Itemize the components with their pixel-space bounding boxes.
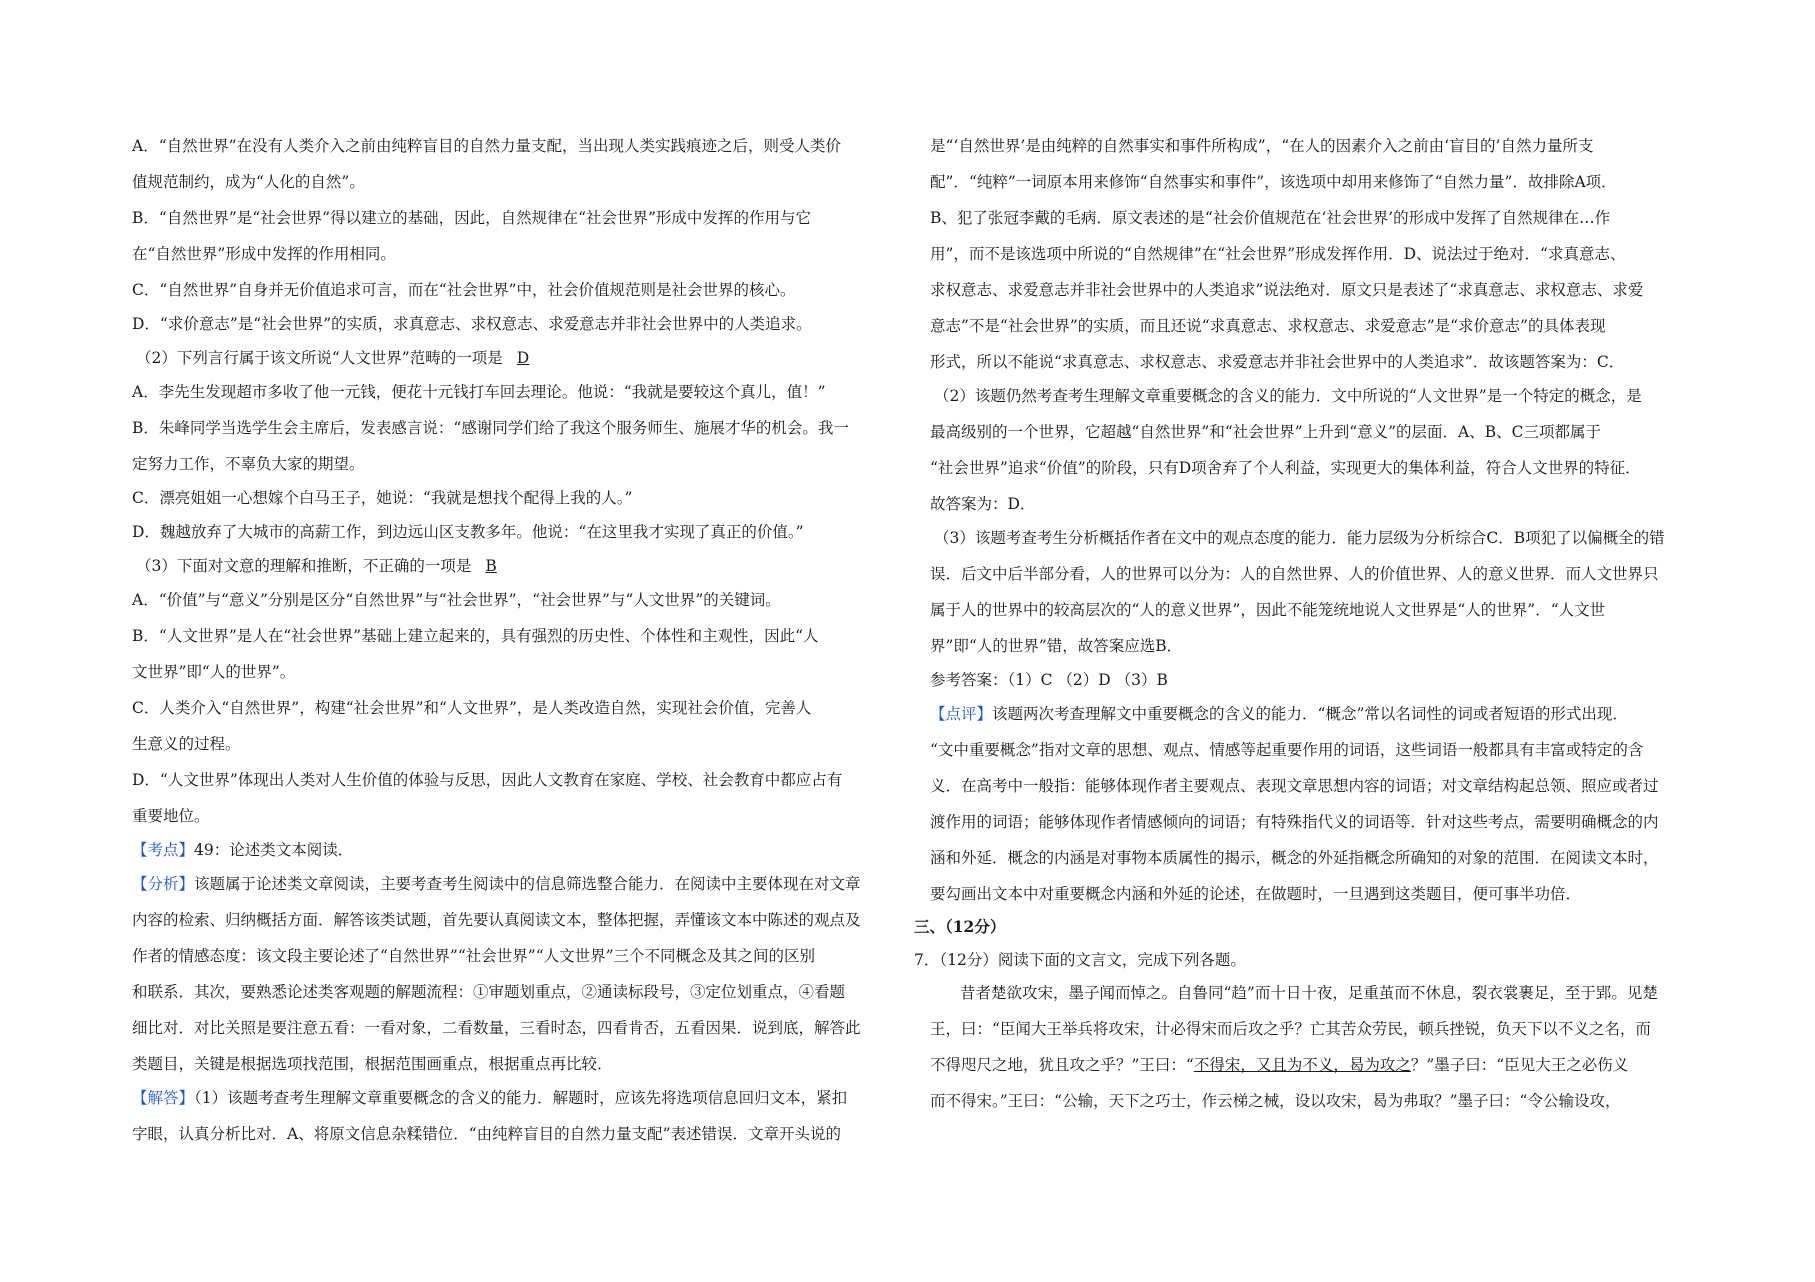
underlined-sentence: 不得宋，又且为不义，曷为攻之 <box>1193 1056 1411 1074</box>
text-segment: ？”墨子曰：“臣见大王之必伤义 <box>1410 1056 1629 1074</box>
dianping-tag: 【点评】 <box>930 705 993 723</box>
section-heading: 三、（12分） <box>914 917 1006 936</box>
text-line: 误．后文中后半部分看，人的世界可以分为：人的自然世界、人的价值世界、人的意义世界．而人文世界只 <box>930 565 1659 583</box>
text-line: 值规范制约，成为“人化的自然”。 <box>132 173 365 191</box>
text-line: 而不得宋。”王曰：“公输，天下之巧士，作云梯之械，设以攻宋，曷为弗取？”墨子曰：“令公输设攻， <box>930 1092 1621 1110</box>
text-line: 昔者楚欲攻宋，墨子闻而悼之。自鲁同“趋”而十日十夜，足重茧而不休息，裂衣裳裹足，至于郢。见楚 <box>960 984 1658 1002</box>
text-line: 义．在高考中一般指：能够体现作者主要观点、表现文章思想内容的词语；对文章结构起总领、照应或者过 <box>930 777 1659 795</box>
question-2-text: （2）下列言行属于该文所说“人文世界”范畴的一项是 <box>136 349 503 367</box>
text-line: 渡作用的词语；能够体现作者情感倾向的词语；有特殊指代义的词语等．针对这些考点，需要明确概念的内 <box>930 813 1659 831</box>
fenxi-tag: 【分析】 <box>132 875 195 893</box>
question-2-answer: D <box>516 349 530 367</box>
text-line: D．“求价意志”是“社会世界”的实质，求真意志、求权意志、求爱意志并非社会世界中的人类追求。 <box>132 315 812 333</box>
jieda-tag: 【解答】 <box>132 1089 195 1107</box>
text-line: 类题目，关键是根据选项找范围，根据范围画重点，根据重点再比较． <box>132 1055 613 1073</box>
jieda-line <box>132 1088 897 1108</box>
text-line: A．“价值”与“意义”分别是区分“自然世界”与“社会世界”，“社会世界”与“人文世界”的关键词。 <box>132 591 781 609</box>
kaodian-line <box>132 840 897 860</box>
text-line: “文中重要概念”指对文章的思想、观点、情感等起重要作用的词语，这些词语一般都具有丰富或特定的含 <box>930 741 1644 759</box>
text-line: B．朱峰同学当选学生会主席后，发表感言说：“感谢同学们给了我这个服务师生、施展才华的机会。我一 <box>132 419 849 437</box>
kaodian-text: 49：论述类文本阅读． <box>194 841 354 859</box>
text-line: 作者的情感态度：该文段主要论述了“自然世界”“社会世界”“人文世界”三个不同概念及其之间的区别 <box>132 947 816 965</box>
text-line: 字眼，认真分析比对．A、将原文信息杂糅错位．“由纯粹盲目的自然力量支配”表述错误．文章开头说的 <box>132 1125 842 1143</box>
text-line: B．“人文世界”是人在“社会世界”基础上建立起来的，具有强烈的历史性、个体性和主观性，因此“人 <box>132 627 819 645</box>
fenxi-text: 该题属于论述类文章阅读，主要考查考生阅读中的信息筛选整合能力．在阅读中主要体现在对文章 <box>194 875 861 893</box>
text-line: 和联系．其次，要熟悉论述类客观题的解题流程：①审题划重点，②通读标段号，③定位划重点，④看题 <box>132 983 846 1001</box>
text-line: C．漂亮姐姐一心想嫁个白马王子，她说：“我就是想找个配得上我的人。” <box>132 489 633 507</box>
text-line: “社会世界”追求“价值”的阶段，只有D项舍弃了个人利益，实现更大的集体利益，符合人文世界的特征． <box>930 459 1641 477</box>
text-line: 故答案为：D． <box>930 495 1036 513</box>
kaodian-tag: 【考点】 <box>132 841 195 859</box>
left-column <box>132 136 897 1160</box>
question-3-text: （3）下面对文意的理解和推断，不正确的一项是 <box>136 557 472 575</box>
text-line: 在“自然世界”形成中发挥的作用相同。 <box>132 245 396 263</box>
text-line: 涵和外延．概念的内涵是对事物本质属性的揭示，概念的外延指概念所确知的对象的范围．在阅读文本时， <box>930 849 1659 867</box>
reference-answer: 参考答案：（1）C （2）D （3）B <box>930 671 1168 689</box>
text-line: D．“人文世界”体现出人类对人生价值的体验与反思，因此人文教育在家庭、学校、社会教育中都应占有 <box>132 771 843 789</box>
text-line: 意志”不是“社会世界”的实质，而且还说“求真意志、求权意志、求爱意志”是“求价意志”的具体表现 <box>930 317 1606 335</box>
text-line: 求权意志、求爱意志并非社会世界中的人类追求”说法绝对．原文只是表述了“求真意志、求权意志、求爱 <box>930 281 1644 299</box>
text-line: 细比对．对比关照是要注意五看：一看对象，二看数量，三看时态，四看肯否，五看因果．说到底，解答此 <box>132 1019 861 1037</box>
text-line: 重要地位。 <box>132 807 210 825</box>
text-line: 形式，所以不能说“求真意志、求权意志、求爱意志并非社会世界中的人类追求”．故该题答案为：C． <box>930 353 1625 371</box>
text-line: B、犯了张冠李戴的毛病．原文表述的是“社会价值规范在‘社会世界’的形成中发挥了自然规律在…作 <box>930 209 1611 227</box>
question-2 <box>132 348 897 368</box>
text-segment: 不得咫尺之地，犹且攻之乎？”王曰：“ <box>930 1056 1194 1074</box>
text-line: C．人类介入“自然世界”，构建“社会世界”和“人文世界”，是人类改造自然，实现社会价值，完善人 <box>132 699 812 717</box>
text-line: 定努力工作，不辜负大家的期望。 <box>132 455 365 473</box>
text-line: 属于人的世界中的较高层次的“人的意义世界”，因此不能笼统地说人文世界是“人的世界”．“人文世 <box>930 601 1606 619</box>
text-line: D．魏越放弃了大城市的高薪工作，到边远山区支教多年。他说：“在这里我才实现了真正的价值。” <box>132 523 804 541</box>
text-line: 文世界”即“人的世界”。 <box>132 663 296 681</box>
text-line: 是“‘自然世界’是由纯粹的自然事实和事件所构成”，“在人的因素介入之前由‘盲目的’自然力量所支 <box>930 137 1594 155</box>
text-line: 生意义的过程。 <box>132 735 241 753</box>
text-line: B．“自然世界”是“社会世界”得以建立的基础，因此，自然规律在“社会世界”形成中发挥的作用与它 <box>132 209 811 227</box>
text-line: 王，曰：“臣闻大王举兵将攻宋，计必得宋而后攻之乎？亡其苦众劳民，顿兵挫锐，负天下以不义之名，而 <box>930 1020 1651 1038</box>
text-line: 最高级别的一个世界，它超越“自然世界”和“社会世界”上升到“意义”的层面．A、B、C三项都属于 <box>930 423 1601 441</box>
text-line: （2）该题仍然考查考生理解文章重要概念的含义的能力．文中所说的“人文世界”是一个特定的概念，是 <box>934 387 1642 405</box>
dianping-line <box>930 704 1708 724</box>
text-line: A．“自然世界”在没有人类介入之前由纯粹盲目的自然力量支配，当出现人类实践痕迹之后，则受人类价 <box>132 137 842 155</box>
text-line: 界”即“人的世界”错，故答案应选B． <box>930 637 1183 655</box>
fenxi-line <box>132 874 897 894</box>
text-line: A．李先生发现超市多收了他一元钱，便花十元钱打车回去理论。他说：“我就是要较这个真儿，值！” <box>132 383 826 401</box>
text-line: 要勾画出文本中对重要概念内涵和外延的论述，在做题时，一旦遇到这类题目，便可事半功倍． <box>930 885 1582 903</box>
text-line <box>930 1055 1708 1075</box>
jieda-text: （1）该题考查考生理解文章重要概念的含义的能力．解题时，应该先将选项信息回归文本，紧扣 <box>194 1089 848 1107</box>
question-3-answer: B <box>485 557 497 575</box>
text-line: 配”．“纯粹”一词原本用来修饰“自然事实和事件”，该选项中却用来修饰了“自然力量”．故排除A项． <box>930 173 1617 191</box>
text-line: 用”，而不是该选项中所说的“自然规律”在“社会世界”形成发挥作用．D、说法过于绝对．“求真意志、 <box>930 245 1626 263</box>
dianping-text: 该题两次考查理解文中重要概念的含义的能力．“概念”常以名词性的词或者短语的形式出现． <box>992 705 1628 723</box>
text-line: （3）该题考查考生分析概括作者在文中的观点态度的能力．能力层级为分析综合C．B项犯了以偏概全的错 <box>934 529 1665 547</box>
question-3 <box>132 556 897 576</box>
right-column <box>914 136 1708 1127</box>
text-line: C．“自然世界”自身并无价值追求可言，而在“社会世界”中，社会价值规范则是社会世界的核心。 <box>132 281 796 299</box>
question-7: 7．（12分）阅读下面的文言文，完成下列各题。 <box>914 951 1246 969</box>
text-line: 内容的检索、归纳概括方面．解答该类试题，首先要认真阅读文本，整体把握，弄懂该文本中陈述的观点及 <box>132 911 861 929</box>
